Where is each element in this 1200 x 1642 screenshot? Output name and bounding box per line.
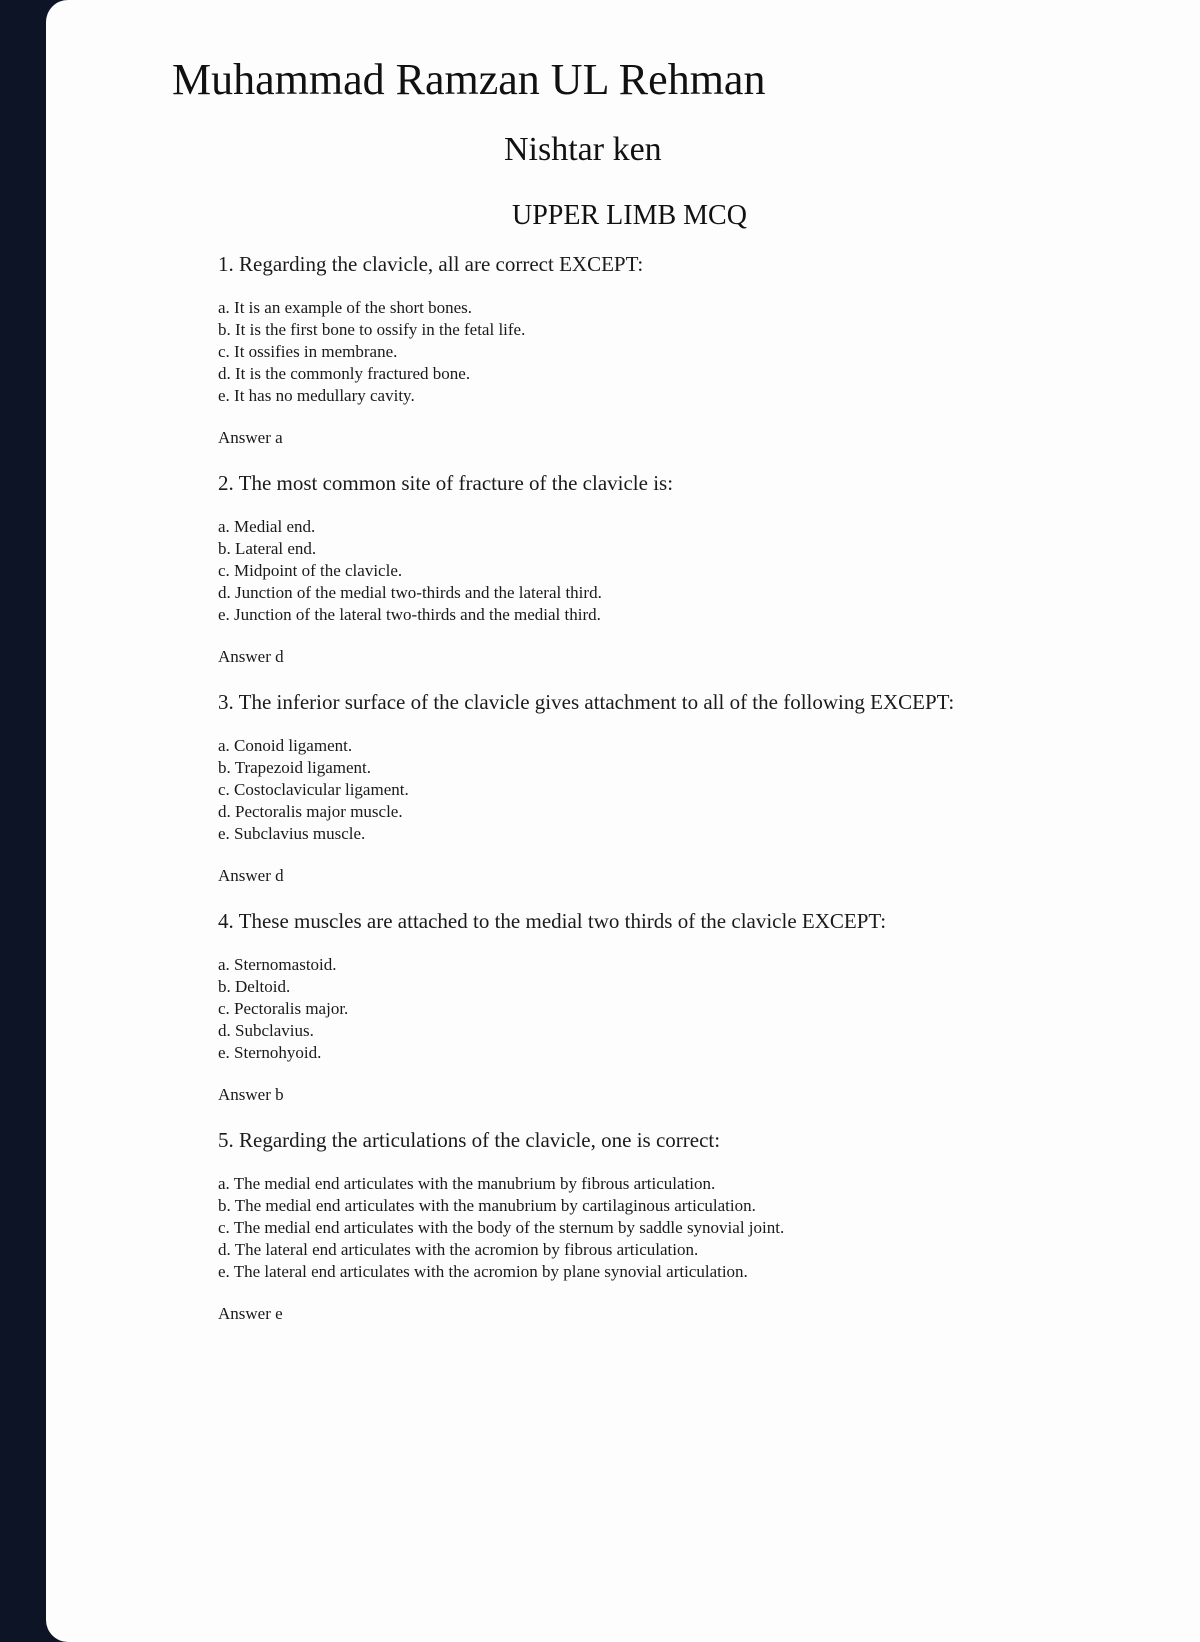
option-a: a. Conoid ligament. [218, 736, 353, 755]
option-e: e. It has no medullary cavity. [218, 386, 415, 405]
option-list [218, 1173, 958, 1283]
answer-line: Answer b [218, 1085, 284, 1104]
option-a: a. Sternomastoid. [218, 955, 337, 974]
option-a: a. Medial end. [218, 517, 316, 536]
document-heading: UPPER LIMB MCQ [512, 200, 747, 231]
option-c: c. Pectoralis major. [218, 999, 349, 1018]
option-c: c. Costoclavicular ligament. [218, 780, 409, 799]
question-3 [218, 690, 958, 887]
option-d: d. Subclavius. [218, 1021, 314, 1040]
option-b: b. Deltoid. [218, 977, 291, 996]
option-e: e. Junction of the lateral two-thirds and the medial third. [218, 605, 601, 624]
option-d: d. The lateral end articulates with the acromion by fibrous articulation. [218, 1240, 699, 1259]
option-a: a. It is an example of the short bones. [218, 298, 472, 317]
answer-line: Answer d [218, 647, 284, 666]
option-list [218, 297, 958, 407]
option-e: e. The lateral end articulates with the acromion by plane synovial articulation. [218, 1262, 748, 1281]
option-e: e. Subclavius muscle. [218, 824, 366, 843]
option-list [218, 735, 958, 845]
answer-line: Answer d [218, 866, 284, 885]
question-list [218, 252, 958, 1347]
document-subtitle: Nishtar ken [504, 131, 662, 168]
option-b: b. Lateral end. [218, 539, 317, 558]
author-name: Muhammad Ramzan UL Rehman [172, 55, 766, 104]
answer-line: Answer e [218, 1304, 283, 1323]
question-stem: 4. These muscles are attached to the medial two thirds of the clavicle EXCEPT: [218, 909, 887, 933]
option-b: b. Trapezoid ligament. [218, 758, 371, 777]
question-2 [218, 471, 958, 668]
question-stem: 3. The inferior surface of the clavicle gives attachment to all of the following EXCEPT: [218, 690, 955, 714]
answer-line: Answer a [218, 428, 283, 447]
option-b: b. It is the first bone to ossify in the fetal life. [218, 320, 526, 339]
question-stem: 2. The most common site of fracture of the clavicle is: [218, 471, 674, 495]
option-d: d. Junction of the medial two-thirds and the lateral third. [218, 583, 602, 602]
question-4 [218, 909, 958, 1106]
option-d: d. Pectoralis major muscle. [218, 802, 403, 821]
question-stem: 5. Regarding the articulations of the clavicle, one is correct: [218, 1128, 721, 1152]
option-c: c. The medial end articulates with the body of the sternum by saddle synovial joint. [218, 1218, 785, 1237]
option-c: c. It ossifies in membrane. [218, 342, 398, 361]
document-page [46, 0, 1200, 1642]
question-5 [218, 1128, 958, 1325]
option-b: b. The medial end articulates with the manubrium by cartilaginous articulation. [218, 1196, 756, 1215]
option-list [218, 954, 958, 1064]
option-c: c. Midpoint of the clavicle. [218, 561, 403, 580]
option-list [218, 516, 958, 626]
option-a: a. The medial end articulates with the manubrium by fibrous articulation. [218, 1174, 716, 1193]
question-stem: 1. Regarding the clavicle, all are correct EXCEPT: [218, 252, 644, 276]
option-d: d. It is the commonly fractured bone. [218, 364, 471, 383]
option-e: e. Sternohyoid. [218, 1043, 322, 1062]
question-1 [218, 252, 958, 449]
